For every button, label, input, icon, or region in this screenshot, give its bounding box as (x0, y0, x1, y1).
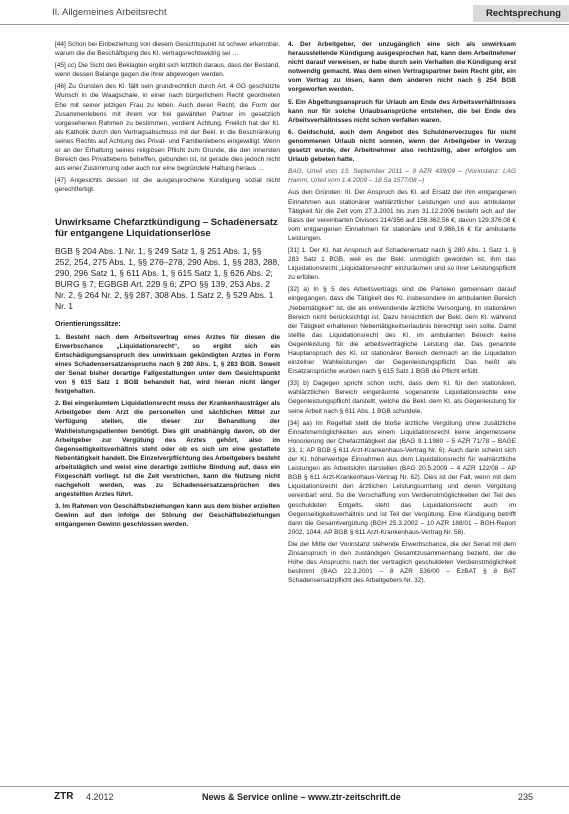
guide-item-5: 5. Ein Abgeltungsanspruch für Urlaub am Ende des Arbeitsverhältnisses kann nur für solche Urlaubsansprüche entstehen, die bei Ende des Arbeitsverhältnisses nicht schon verfallen waren. (288, 98, 516, 124)
section-title: II. Allgemeines Arbeitsrecht (52, 7, 167, 18)
paragraph-33: [33] b) Dagegen spricht schon nicht, dass dem Kl. für den stationären, wahlärztlichen Bereich eingeräumte sogenannte Liquidationsrechte eine Gegenleistungspflicht darstellt, welche die Bekl. dem Kl. als Gegenleistung für seine Arbeit nach § 611 Abs. 1 BGB schuldete. (288, 380, 516, 415)
magazine-logo: ZTR (54, 791, 74, 802)
issue-number: 4.2012 (86, 792, 114, 802)
reasons-paragraph: Aus den Gründen: III. Der Anspruch des Kl. auf Ersatz der ihm entgangenen Einnahmen aus stationärer wahlärztlicher Leistungen und aus ambulanter Tätigkeit für die Zeit vom 27.3.2001 bis zum 31.12.2006 besteht sich auf der Basis der vereinbarten Divisors 214/356 auf 158.362,56 €, davon 129.376,08 € vom entgangenen Einnahmen für stationäre und 9.986,16 € für ambulante Leistungen. (288, 189, 516, 242)
paragraph-34: [34] aa) Im Regelfall stellt die bloße ärztliche Vergütung ohne zusätzliche Einnahmemöglichkeiten aus einem Liquidationsrecht keine angemessene Honorierung der Chefarzttätigkeit dar (BAG 9.1.1980 – 5 AZR 71/78 – BAGE 33, 1; AP BGB § 611 Arzt-Krankenhaus-Vertrag Nr. 6). Auch darin scheint sich der Kl. höherwertige Einnahmen aus dem Liquidationsrecht für wahlärztliche Leistungen als Arbeitslohn darstellen (BAG 20.5.2009 – 4 AZR 122/08 – AP BGB § 611 Arzt-Krankenhaus-Vertrag Nr. 62). Dies ist der Fall, wenn mit dem Liquidationsrecht den ärztlichen Leistungsumfang und deren Vergütung vereinbart wird. So die Verschaffung von Verdienstmöglichkeiten der Teil des geschuldeten Entgelts, steht das Liquidationsrecht auch im Gegenseitigkeitsverhältnis und ist Teil der Vergütung. Eine Kündigung betrifft dann die Gesamtvergütung (BGH 25.3.2002 – 10 AZR 188/01 – BGH-Report 2002, 1044; AP BGB § 611 Arzt-Krankenhaus-Vertrag Nr. 58). (288, 419, 516, 536)
website-link[interactable]: News & Service online – www.ztr-zeitschrift.de (202, 792, 401, 802)
article-title: Unwirksame Chefarztkündigung – Schadenersatz für entgangene Liquidationserlöse (55, 216, 278, 239)
paragraph-35: Die der Mitte der Vorinstanz stehende Erwerbschance, die der Senat mit dem Zinsanspruch in den zuständigen Gesamtzusammenhang bezieht, der die Höhe des Anspruchs nach der vertraglich geschuldeten Verdienstmöglichkeit bestimmt (BAG 22.3.2001 – 8 AZR 536/00 – EzBAT § 8 BAT Schadensersatzpflicht des Arbeitgebers Nr. 32). (288, 540, 516, 585)
left-column (55, 40, 280, 533)
paragraph-44: [44] Schon bei Einbeziehung von diesem Gesichtspunkt ist schwer erkennbar, warum die die Beschäftigung des Kl. vertragsrechtswidrig sei … (55, 41, 280, 58)
guide-item-1: 1. Besteht nach dem Arbeitsvertrag eines Arztes für diesen die Erwerbschance „Liquidationsrecht“, so ergibt sich ein Entschädigungsanspruch des unwirksam gekündigten Arztes in Form eines Schadensersatzanspruchs nach § 280 Abs. 1, § 283 BGB. Soweit der Senat bisher derartige Fallgestaltungen unter dem Gesichtspunkt von § 615 Satz 1 BGB behandelt hat, wird hieran nicht länger festgehalten. (55, 333, 280, 396)
paragraph-46: [46] Zu Gunsten des Kl. fällt sein grundrechtlich durch Art. 4 GG geschützte Wunsch in die Waagschale, in einer nach bürgerlichem Recht geordneten Ehe mit seiner jetzigen Frau zu leben. Auch deren Recht, die Form der Zusammenlebens mit ihrem vor frei gewählten Partner im gesetzlich vorgesehenen Rahmen zu bestimmen, verdient Achtung. Freilich hat der Kl. als Katholik durch den Vertragsabschluss mit der Bekl. in die Beschränkung seines Rechts auf Achtung des Privat- und Familienlebens eingewilligt. Wenn er an der Erhaltung seines religiösen Pflicht zum Grunde, die den innersten Bereich des Privatlebens betreffen, gebunden ist, ist gerade dies jedoch nicht aus einer Zustimmung oder auch nur eine begründete Haltung heraus … (55, 83, 280, 173)
page-footer (0, 786, 569, 807)
guide-item-2: 2. Bei eingeräumtem Liquidationsrecht muss der Krankenhausträger als Arbeitgeber dem Arzt die personellen und sächlichen Mittel zur Verfügung stellen, die dieser zur Behandlung der Wahlleistungspatienten benötigt. Dies gilt unabhängig davon, ob der Arbeitgeber zur Vergütung des Arztes gehört, also im Gegenseitigkeitsverhältnis steht oder ob es sich um eine gestattete Nebentätigkeit handelt. Die Einzelverpflichtung des Arbeitgebers besteht arbeitstäglich und weist eine derartige zeitliche Bindung auf, dass ein Fixgeschäft vorliegt. Ist die Zeit verstrichen, kann die Nutzung nicht nachgeholt werden, was zu Schadensersatzansprüchen des angestellten Arztes führt. (55, 400, 280, 499)
paragraph-45: [45] cc) Die Sicht des Beklagten ergibt sich letztlich daraus, dass der Bestand, wenn dessen Belange gegen die ihrer abgewogen werden. (55, 62, 280, 79)
paragraph-32: [32] a) In § 5 des Arbeitsvertrags sind die Parteien gemeinsam darauf eingegangen, dass die Tätigkeit des Kl. insbesondere im ambulanten Bereich „Nebentätigkeit“ ist, die als entwendende ärztliche Versorgung, im stationären Bereich nicht berücksichtigt ist. Dazu hinsichtlich der Bekl. dem Kl. während der Tätigkeit erhaltenen Nebentätigkeitserlaubnis berechtigt sein sollte. Damit stellte das Liquidationsrecht des Kl. im ambulanten Bereich keine Gegenleistung für die arbeitsvertragliche Leistung dar. Das genannte Hauptanspruch des Kl. ist stationärer Bereich demnach an die Liquidation einzelner Wahlleistungen der Gegenleistungspflicht. Das heißt als Ersatzansprüche wurden nach § 615 Satz 1 BGB die Pflicht erfüllt. (288, 286, 516, 376)
court-citation: BAG, Urteil vom 13. September 2011 – 9 AZR 439/09 – (Vorinstanz: LAG Hamm, Urteil vom 1.4.2009 – 18 Sa 1577/08 –) (288, 168, 516, 185)
norms-list: BGB § 204 Abs. 1 Nr. 1, § 249 Satz 1, § 251 Abs. 1, §§ 252, 254, 275 Abs. 1, §§ 276–278, 290 Abs. 1, §§ 283, 288, 290, 296 Satz 1, § 611 Abs. 1, § 615 Satz 1, § 626 Abs. 2; BURG § 7; EGBGB Art. 229 § 6; ZPO §§ 139, 253 Abs. 2 Nr. 2, § 264 Nr. 2, §§ 287, 308 Abs. 1 Satz 2, § 529 Abs. 1 Nr. 1 (55, 245, 280, 311)
category-tab: Rechtsprechung (473, 5, 569, 22)
page-header (0, 0, 569, 25)
guide-item-3: 3. Im Rahmen von Geschäftsbeziehungen kann aus dem bisher erzielten Gewinn auf den infolge der Störung der Geschäftsbeziehungen entgangenen Gewinn geschlossen werden. (55, 503, 280, 529)
guide-item-6: 6. Geldschuld, auch dem Angebot des Schuldnerverzuges für nicht genommenen Urlaub nicht sonnen, wenn der Arbeitgeber in Verzug gesetzt wurde, der Arbeitnehmer also rechtzeitig, aber erfolglos um Urlaub gebeten hatte. (288, 128, 516, 164)
page-number: 235 (517, 792, 533, 802)
right-column (288, 40, 516, 588)
guide-heading: Orientierungssätze: (55, 320, 121, 328)
paragraph-31: [31] 1. Der Kl. hat Anspruch auf Schadenersatz nach § 280 Abs. 1 Satz 1, § 283 Satz 1 BGB, weil es der Bekl. unmöglich geworden ist, ihm das Liquidationsrecht „Liquidationsrecht“ einzuräumen und so ihrer Leistungspflicht zu erfüllen. (288, 246, 516, 282)
paragraph-47: [47] Angesichts dessen ist die ausgesprochene Kündigung sozial nicht gerechtfertigt. (55, 177, 280, 194)
guide-item-4: 4. Der Arbeitgeber, der unzugänglich eine sich als unwirksam herausstellende Kündigung ausgesprochen hat, kann dem Arbeitnehmer nicht darauf verweisen, er habe durch sein Verhalten die Kündigung erst notwendig gemacht. Was dem einen Vertragspartner beim Recht gibt, ein vom Vertrag zu lösen, kann dem anderen nicht nach § 254 BGB vorgeworfen werden. (288, 41, 516, 94)
